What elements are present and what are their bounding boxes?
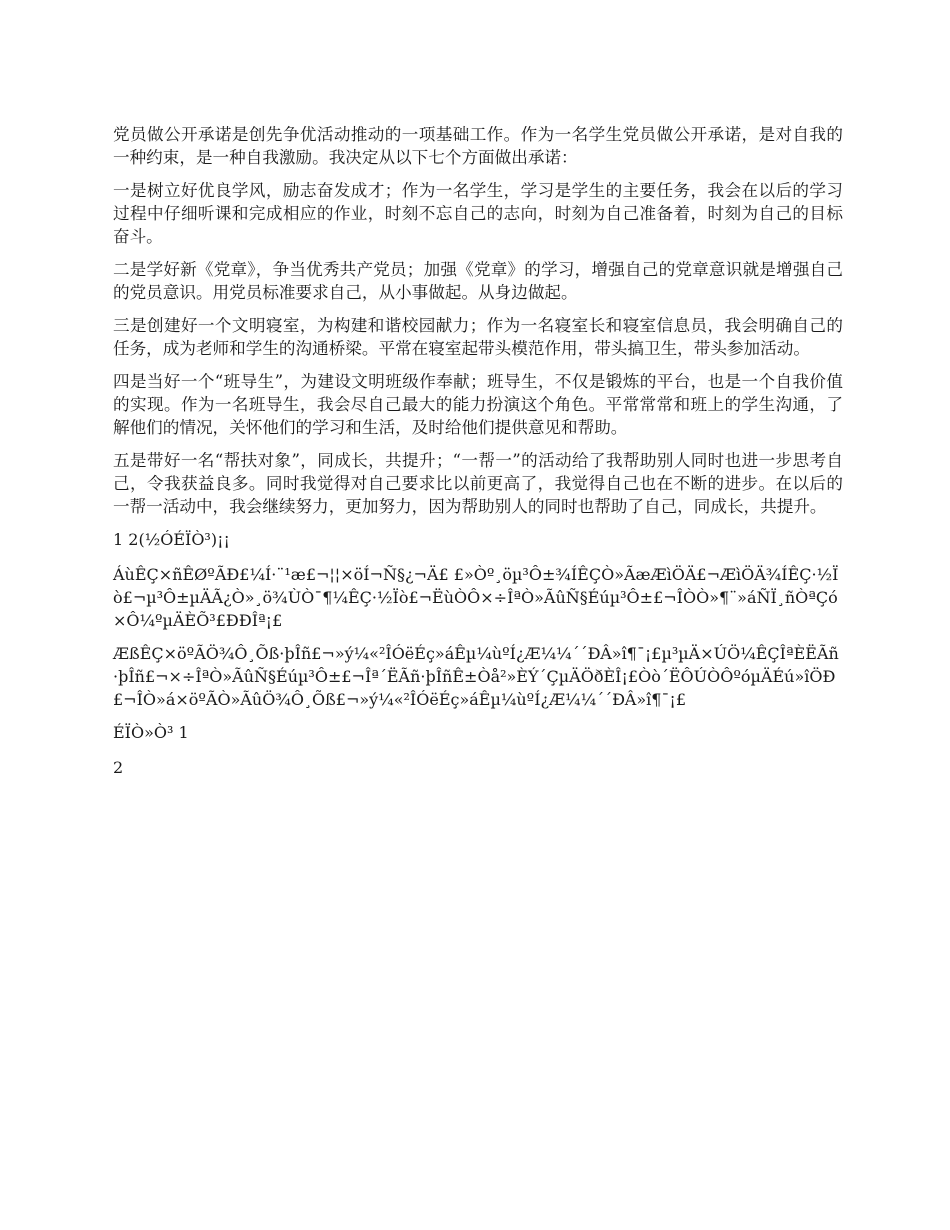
paragraph-commitment-6-garbled: ÁùÊÇ×ñÊØºÃÐ£¼Í·¨¹æ£¬¦¦×öÍ¬Ñ§¿¬Ä£ £»Òº¸öµ³Ô±¾ÍÊÇÒ»ÃæÆìÖÄ£¬ÆìÖÄ¾ÍÊÇ·½Ïò£¬µ³Ô±µÄÃ¿Ò»¸ö¾ÙÒ¯¶¼ÊÇ·½Ïò£¬ËùÒÔ×÷ÎªÒ»ÃûÑ§Éúµ³Ô±£¬ÎÒÒ»¶¨»áÑÏ¸ñÒªÇó×Ô¼ºµÄÈÕ³£ÐÐÎª¡£ — [113, 565, 839, 630]
page-nav-next[interactable]: 1 2(½ÓÉÏÒ³)¡¡ — [113, 530, 230, 549]
paragraph-commitment-4: 四是当好一个“班导生”，为建设文明班级作奉献；班导生，不仅是锻炼的平台，也是一个自我价值的实现。作为一名班导生，我会尽自己最大的能力扮演这个角色。平常常常和班上的学生沟通，了解他们的情况，关怀他们的学习和生活，及时给他们提供意见和帮助。 — [113, 372, 843, 437]
document-body — [113, 123, 843, 791]
paragraph-commitment-5: 五是带好一名“帮扶对象”，同成长，共提升；“一帮一”的活动给了我帮助别人同时也进一步思考自己，令我获益良多。同时我觉得对自己要求比以前更高了，我觉得自己也在不断的进步。在以后的一帮一活动中，我会继续努力，更加努力，因为帮助别人的同时也帮助了自己，同成长，共提升。 — [113, 451, 843, 516]
page-nav-prev[interactable]: ÉÏÒ»Ò³ 1 — [113, 723, 189, 742]
paragraph-commitment-7-garbled: ÆßÊÇ×öºÃÖ¾Ô¸Õß·þÎñ£¬»ý¼«²ÎÓëÉç»áÊµ¼ùºÍ¿Æ¼¼´´ÐÂ»î¶¯¡£µ³µÄ×ÚÖ¼ÊÇÎªÈËÃñ·þÎñ£¬×÷ÎªÒ»ÃûÑ§Éúµ³Ô±£¬Îª´ËÃñ·þÎñÊ±Òå²»ÈÝ´ÇµÄÖðÈÎ¡£Òò´ËÔÚÒÔºóµÄÉú»îÖÐ£¬ÎÒ»á×öºÃÒ»ÃûÖ¾Ô¸Õß£¬»ý¼«²ÎÓëÉç»áÊµ¼ùºÍ¿Æ¼¼´´ÐÂ»î¶¯¡£ — [113, 644, 839, 709]
paragraph-intro: 党员做公开承诺是创先争优活动推动的一项基础工作。作为一名学生党员做公开承诺，是对自我的一种约束，是一种自我激励。我决定从以下七个方面做出承诺： — [113, 125, 843, 167]
paragraph-commitment-1: 一是树立好优良学风，励志奋发成才；作为一名学生，学习是学生的主要任务，我会在以后的学习过程中仔细听课和完成相应的作业，时刻不忘自己的志向，时刻为自己准备着，时刻为自己的目标奋斗。 — [113, 181, 843, 246]
paragraph-commitment-3: 三是创建好一个文明寝室，为构建和谐校园献力；作为一名寝室长和寝室信息员，我会明确自己的任务，成为老师和学生的沟通桥梁。平常在寝室起带头模范作用，带头搞卫生，带头参加活动。 — [113, 316, 843, 358]
paragraph-commitment-2: 二是学好新《党章》，争当优秀共产党员；加强《党章》的学习，增强自己的党章意识就是增强自己的党员意识。用党员标准要求自己，从小事做起。从身边做起。 — [113, 260, 843, 302]
page-number-2[interactable]: 2 — [113, 758, 124, 777]
